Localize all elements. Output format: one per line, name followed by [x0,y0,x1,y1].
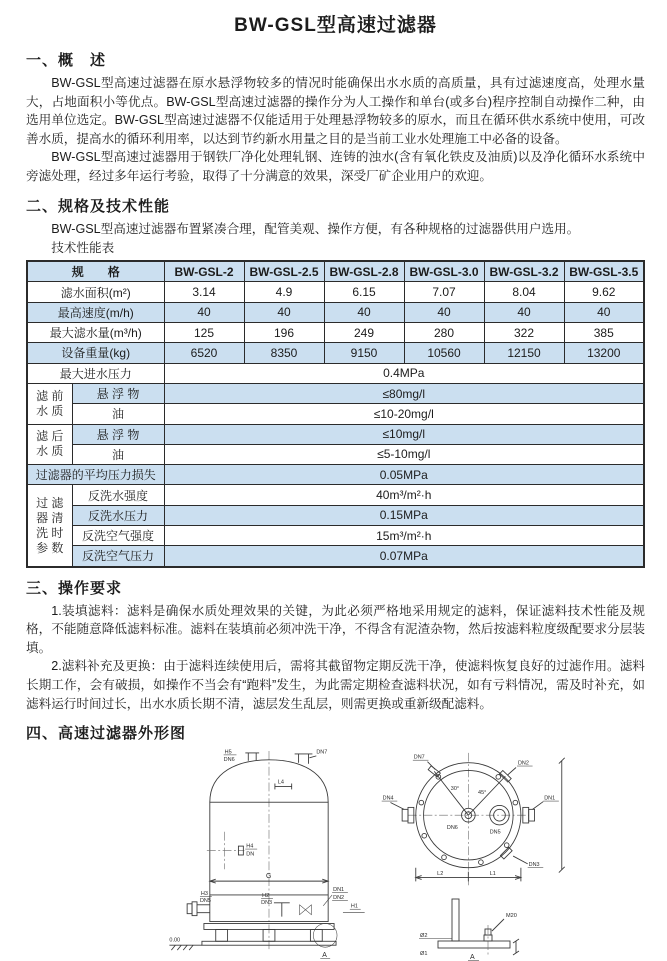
group-label-line: 滤 前 [36,388,64,403]
label-l2: L2 [437,871,444,878]
value-cell: 7.07 [404,282,484,302]
value-cell: 40 [324,302,404,322]
row-label: 最大滤水量(m³/h) [27,323,164,343]
table-row [27,363,644,383]
detail-callout-circle [313,924,337,948]
label-h3: H3 [200,891,209,898]
row-label: 反洗水强度 [72,485,164,505]
row-label: 滤水面积(m²) [27,282,164,302]
value-cell: 249 [324,323,404,343]
page-title: BW-GSL型高速过滤器 [234,15,437,36]
row-label: 最大进水压力 [27,363,164,383]
value-cell: 9150 [324,343,404,363]
value-cell: 10560 [404,343,484,363]
label-h5: H5 [224,749,232,756]
header-model: BW-GSL-2.5 [244,261,324,282]
label-dn7: DN7 [316,749,328,756]
label-ground-level: 0.00 [169,937,181,944]
table-row [27,282,644,302]
label-detail-name: A [470,954,475,961]
label-phi1: Ø1 [420,951,428,958]
value-cell: 9.62 [564,282,644,302]
row-group-pre-filter [27,383,72,424]
label-dn: DN [246,851,255,858]
label-l1: L1 [489,871,496,878]
table-row [27,383,644,403]
value-cell: 8350 [244,343,324,363]
label-h2: H2 [262,893,270,900]
section3-paragraph-1: 1.装填滤料：滤料是确保水质处理效果的关键，为此必须严格地采用规定的滤料，保证滤料技术性能及规格，不能随意降低滤料标准。滤料在装填前必须冲洗干净，不得含有泥渣杂物，然后按滤料粒度级配要求分层装填。 [26,603,645,655]
value-cell: 0.05MPa [164,465,644,485]
value-cell: 6.15 [324,282,404,302]
label-dn5-plan: DN5 [489,829,501,836]
value-cell: ≤10-20mg/l [164,404,644,424]
table-row [27,505,644,525]
label-m20: M20 [506,913,517,920]
value-cell: 6520 [164,343,244,363]
lower-right-flange [500,847,527,864]
label-h4: H4 [246,843,254,850]
label-angle-45: 45° [478,789,487,796]
plan-view-drawing [378,749,583,895]
value-cell: 40 [404,302,484,322]
label-dn2: DN2 [333,895,345,902]
value-cell: ≤10mg/l [164,424,644,444]
valve-symbol [300,905,312,915]
row-label: 过滤器的平均压力损失 [27,465,164,485]
label-dn1-plan: DN1 [544,795,556,802]
radial-lines [427,762,516,816]
label-g: G [266,873,272,881]
right-flange [523,802,543,823]
left-flange [390,803,413,823]
bottom-center-nozzle [274,903,290,917]
section3-heading: 三、操作要求 [26,579,123,597]
group-label-line: 水 质 [36,403,64,418]
performance-table [26,260,645,567]
table-row [27,546,644,567]
row-label: 油 [72,404,164,424]
value-cell: 40 [164,302,244,322]
value-cell: 12150 [484,343,564,363]
group-label-line: 参 数 [36,540,64,555]
label-dn7-plan: DN7 [413,754,425,761]
label-phi2: Ø2 [420,933,428,940]
detail-dim [513,939,519,955]
value-cell: 40 [244,302,324,322]
header-spec-label: 规 格 [27,261,164,282]
value-cell: 8.04 [484,282,564,302]
label-dn2-plan: DN2 [517,760,529,767]
label-h1: H1 [350,903,358,910]
header-model: BW-GSL-3.0 [404,261,484,282]
group-label-line: 滤 后 [36,429,64,444]
table-header-row [27,261,644,282]
header-model: BW-GSL-2.8 [324,261,404,282]
label-dn4-plan: DN4 [382,795,394,802]
section4-heading: 四、高速过滤器外形图 [26,725,187,743]
header-model: BW-GSL-3.2 [484,261,564,282]
bottom-left-nozzle [187,902,210,916]
anchor-bolt [484,919,504,941]
value-cell: 0.4MPa [164,363,644,383]
elevation-drawing [166,747,371,961]
label-dn3: DN3 [261,899,273,906]
value-cell: 4.9 [244,282,324,302]
section3-paragraph-2: 2.滤料补充及更换：由于滤料连续使用后，需将其截留物定期反洗干净，使滤料恢复良好的过滤作用。滤料长期工作，会有破损，如操作不当会有“跑料”发生，为此需定期检查滤料状况，如有亏料情况，需及时补充，如滤料运行时间过长，出水水质长期不清，滤层发生乱层，则需更换或重新级配滤料。 [26,659,645,711]
section2-intro: BW-GSL型高速过滤器布置紧凑合理，配管美观、操作方便，有各种规格的过滤器供用户选用。 [51,221,580,236]
label-dn3-plan: DN3 [528,861,540,868]
table-row [27,424,644,444]
value-cell: 125 [164,323,244,343]
row-label: 悬 浮 物 [72,424,164,444]
value-cell: 0.15MPa [164,505,644,525]
header-model: BW-GSL-2 [164,261,244,282]
row-label: 反洗空气压力 [72,546,164,567]
value-cell: 40 [484,302,564,322]
value-cell: 196 [244,323,324,343]
mid-nozzle [207,832,244,869]
value-cell: 40m³/m²·h [164,485,644,505]
table-row [27,302,644,322]
table-row [27,485,644,505]
section1-paragraph-2: BW-GSL型高速过滤器用于钢铁厂净化处理轧钢、连铸的浊水(含有氧化铁皮及油质)以及净化循环水系统中旁滤处理，经过多年运行考验，取得了十分满意的效果，深受厂矿企业用户的欢迎。 [26,150,645,183]
label-detail-a: A [322,952,327,960]
row-group-post-filter [27,424,72,465]
header-model: BW-GSL-3.5 [564,261,644,282]
value-cell: 13200 [564,343,644,363]
value-cell: 15m³/m²·h [164,526,644,546]
label-dn6-plan: DN6 [446,824,458,831]
value-cell: ≤5-10mg/l [164,444,644,464]
value-cell: 0.07MPa [164,546,644,567]
row-label: 油 [72,444,164,464]
detail-a-drawing [408,895,548,961]
value-cell: 280 [404,323,484,343]
table-row [27,323,644,343]
value-cell: 3.14 [164,282,244,302]
group-label-line: 洗 时 [36,525,64,540]
section1-paragraph-1: BW-GSL型高速过滤器在原水悬浮物较多的情况时能确保出水水质的高质量，具有过滤速度高，处理水量大，占地面积小等优点。BW-GSL型高速过滤器的操作分为人工操作和单台(或多台)程序控制自动操作二种，由选用单位选定。BW-GSL型高速过滤器不仅能适用于处理悬浮物较多的原水，而且在循环供水系统中使用，可改善水质，提高水的循环利用率，以达到节约新水用量之目的是当前工业水处理施工中必备的设备。 [26,76,645,146]
row-label: 悬 浮 物 [72,383,164,403]
label-dn5: DN5 [199,898,212,905]
label-l4: L4 [277,779,285,786]
group-label-line: 水 质 [36,444,64,459]
row-label: 最高速度(m/h) [27,302,164,322]
table-row [27,404,644,424]
table-caption: 技术性能表 [51,241,115,256]
value-cell: 385 [564,323,644,343]
value-cell: ≤80mg/l [164,383,644,403]
group-label-line: 过 滤 [36,495,64,510]
row-group-backwash [27,485,72,567]
table-row [27,526,644,546]
value-cell: 40 [564,302,644,322]
section2-heading: 二、规格及技术性能 [26,197,171,215]
table-row [27,465,644,485]
table-row [27,444,644,464]
row-label: 反洗空气强度 [72,526,164,546]
top-nozzles [245,753,316,764]
label-angle-30: 30° [450,786,460,793]
outline-drawings [26,747,645,961]
row-label: 设备重量(kg) [27,343,164,363]
row-label: 反洗水压力 [72,505,164,525]
ground-line [169,945,202,950]
section1-heading: 一、概 述 [26,52,107,69]
label-dn1: DN1 [333,887,345,894]
group-label-line: 器 清 [36,510,64,525]
value-cell: 322 [484,323,564,343]
label-dn6: DN6 [223,756,235,763]
table-row [27,343,644,363]
